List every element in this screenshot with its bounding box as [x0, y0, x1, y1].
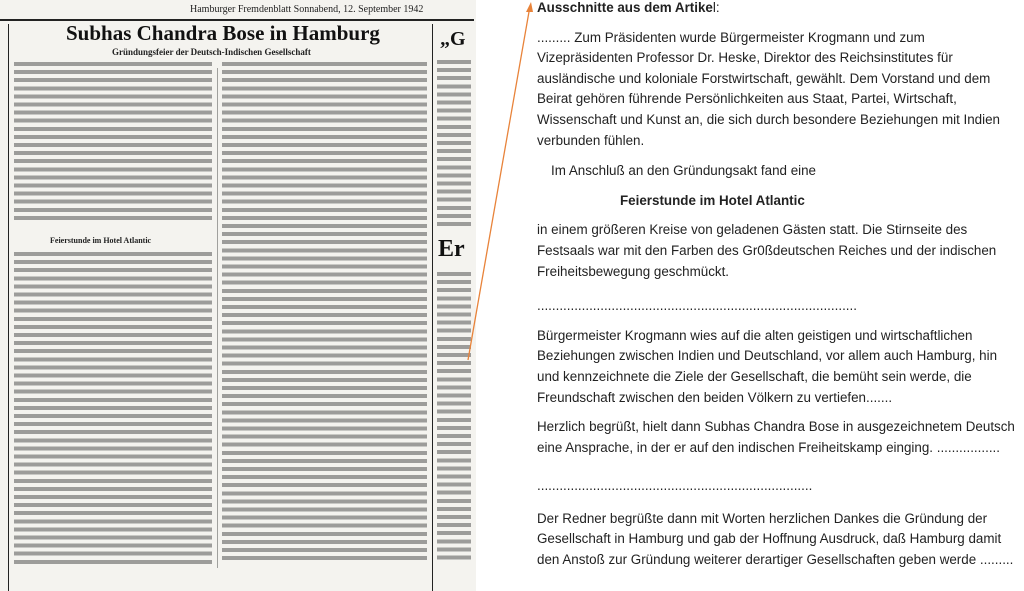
- title-rest: l:: [712, 0, 720, 15]
- right-column-heading: „G: [440, 28, 466, 50]
- paragraph: Herzlich begrüßt, hielt dann Subhas Chandra Bose in ausgezeichnetem Deutsch eine Ansprache, in der er auf den indischen Freiheitskamp einging. .................: [537, 419, 1015, 455]
- newspaper-section-heading: Feierstunde im Hotel Atlantic: [50, 236, 152, 245]
- right-column-initial: Er: [438, 236, 465, 262]
- newspaper-masthead: Hamburger Fremdenblatt Sonnabend, 12. September 1942: [190, 4, 424, 15]
- subheading: Feierstunde im Hotel Atlantic: [620, 192, 805, 208]
- article-excerpts: [537, 0, 1022, 571]
- ellipsis-separator: ......................................................................................: [537, 298, 857, 314]
- ellipsis-separator: ..........................................................................: [537, 478, 813, 494]
- article-title: [537, 0, 1022, 19]
- paragraph: Bürgermeister Krogmann wies auf die alten geistigen und wirtschaftlichen Beziehungen zwischen Indien und Deutschland, vor allem auch Hamburg, hin und kennzeichnete die Ziele der Gesellschaft, die bemüht sein werde, die Freundschaft zwischen den beiden Völkern zu vertiefen.......: [537, 327, 998, 405]
- paragraph: Im Anschluß an den Gründungsakt fand eine: [551, 163, 817, 179]
- newspaper-subheadline: Gründungsfeier der Deutsch-Indischen Gesellschaft: [112, 47, 311, 57]
- paragraph: Der Redner begrüßte dann mit Worten herzlichen Dankes die Gründung der Gesellschaft in Hamburg und gab der Hoffnung Ausdruck, daß Hamburg damit den Anstoß zur Gründung weiterer derartiger Gesellschaften geben werde .........: [537, 510, 1014, 568]
- title-bold: Ausschnitte aus dem Artike: [537, 0, 713, 15]
- paragraph: ......... Zum Präsidenten wurde Bürgermeister Krogmann und zum Vizepräsidenten Professor Dr. Heske, Direktor des Reichsinstitutes für ausländische und koloniale Forstwirtschaft, gewählt. Dem Vorstand und dem Beirat gehören führende Persönlichkeiten aus Staat, Partei, Wirtschaft, Wissenschaft und Kunst an, die sich durch besondere Beziehungen mit Indien verbunden fühlen.: [537, 29, 1001, 148]
- paragraph: in einem größeren Kreise von geladenen Gästen statt. Die Stirnseite des Festsaals war mit den Farben des Gr0ßdeutschen Reiches und der indischen Freiheitsbewegung geschmückt.: [537, 222, 997, 279]
- newspaper-headline: Subhas Chandra Bose in Hamburg: [66, 21, 380, 45]
